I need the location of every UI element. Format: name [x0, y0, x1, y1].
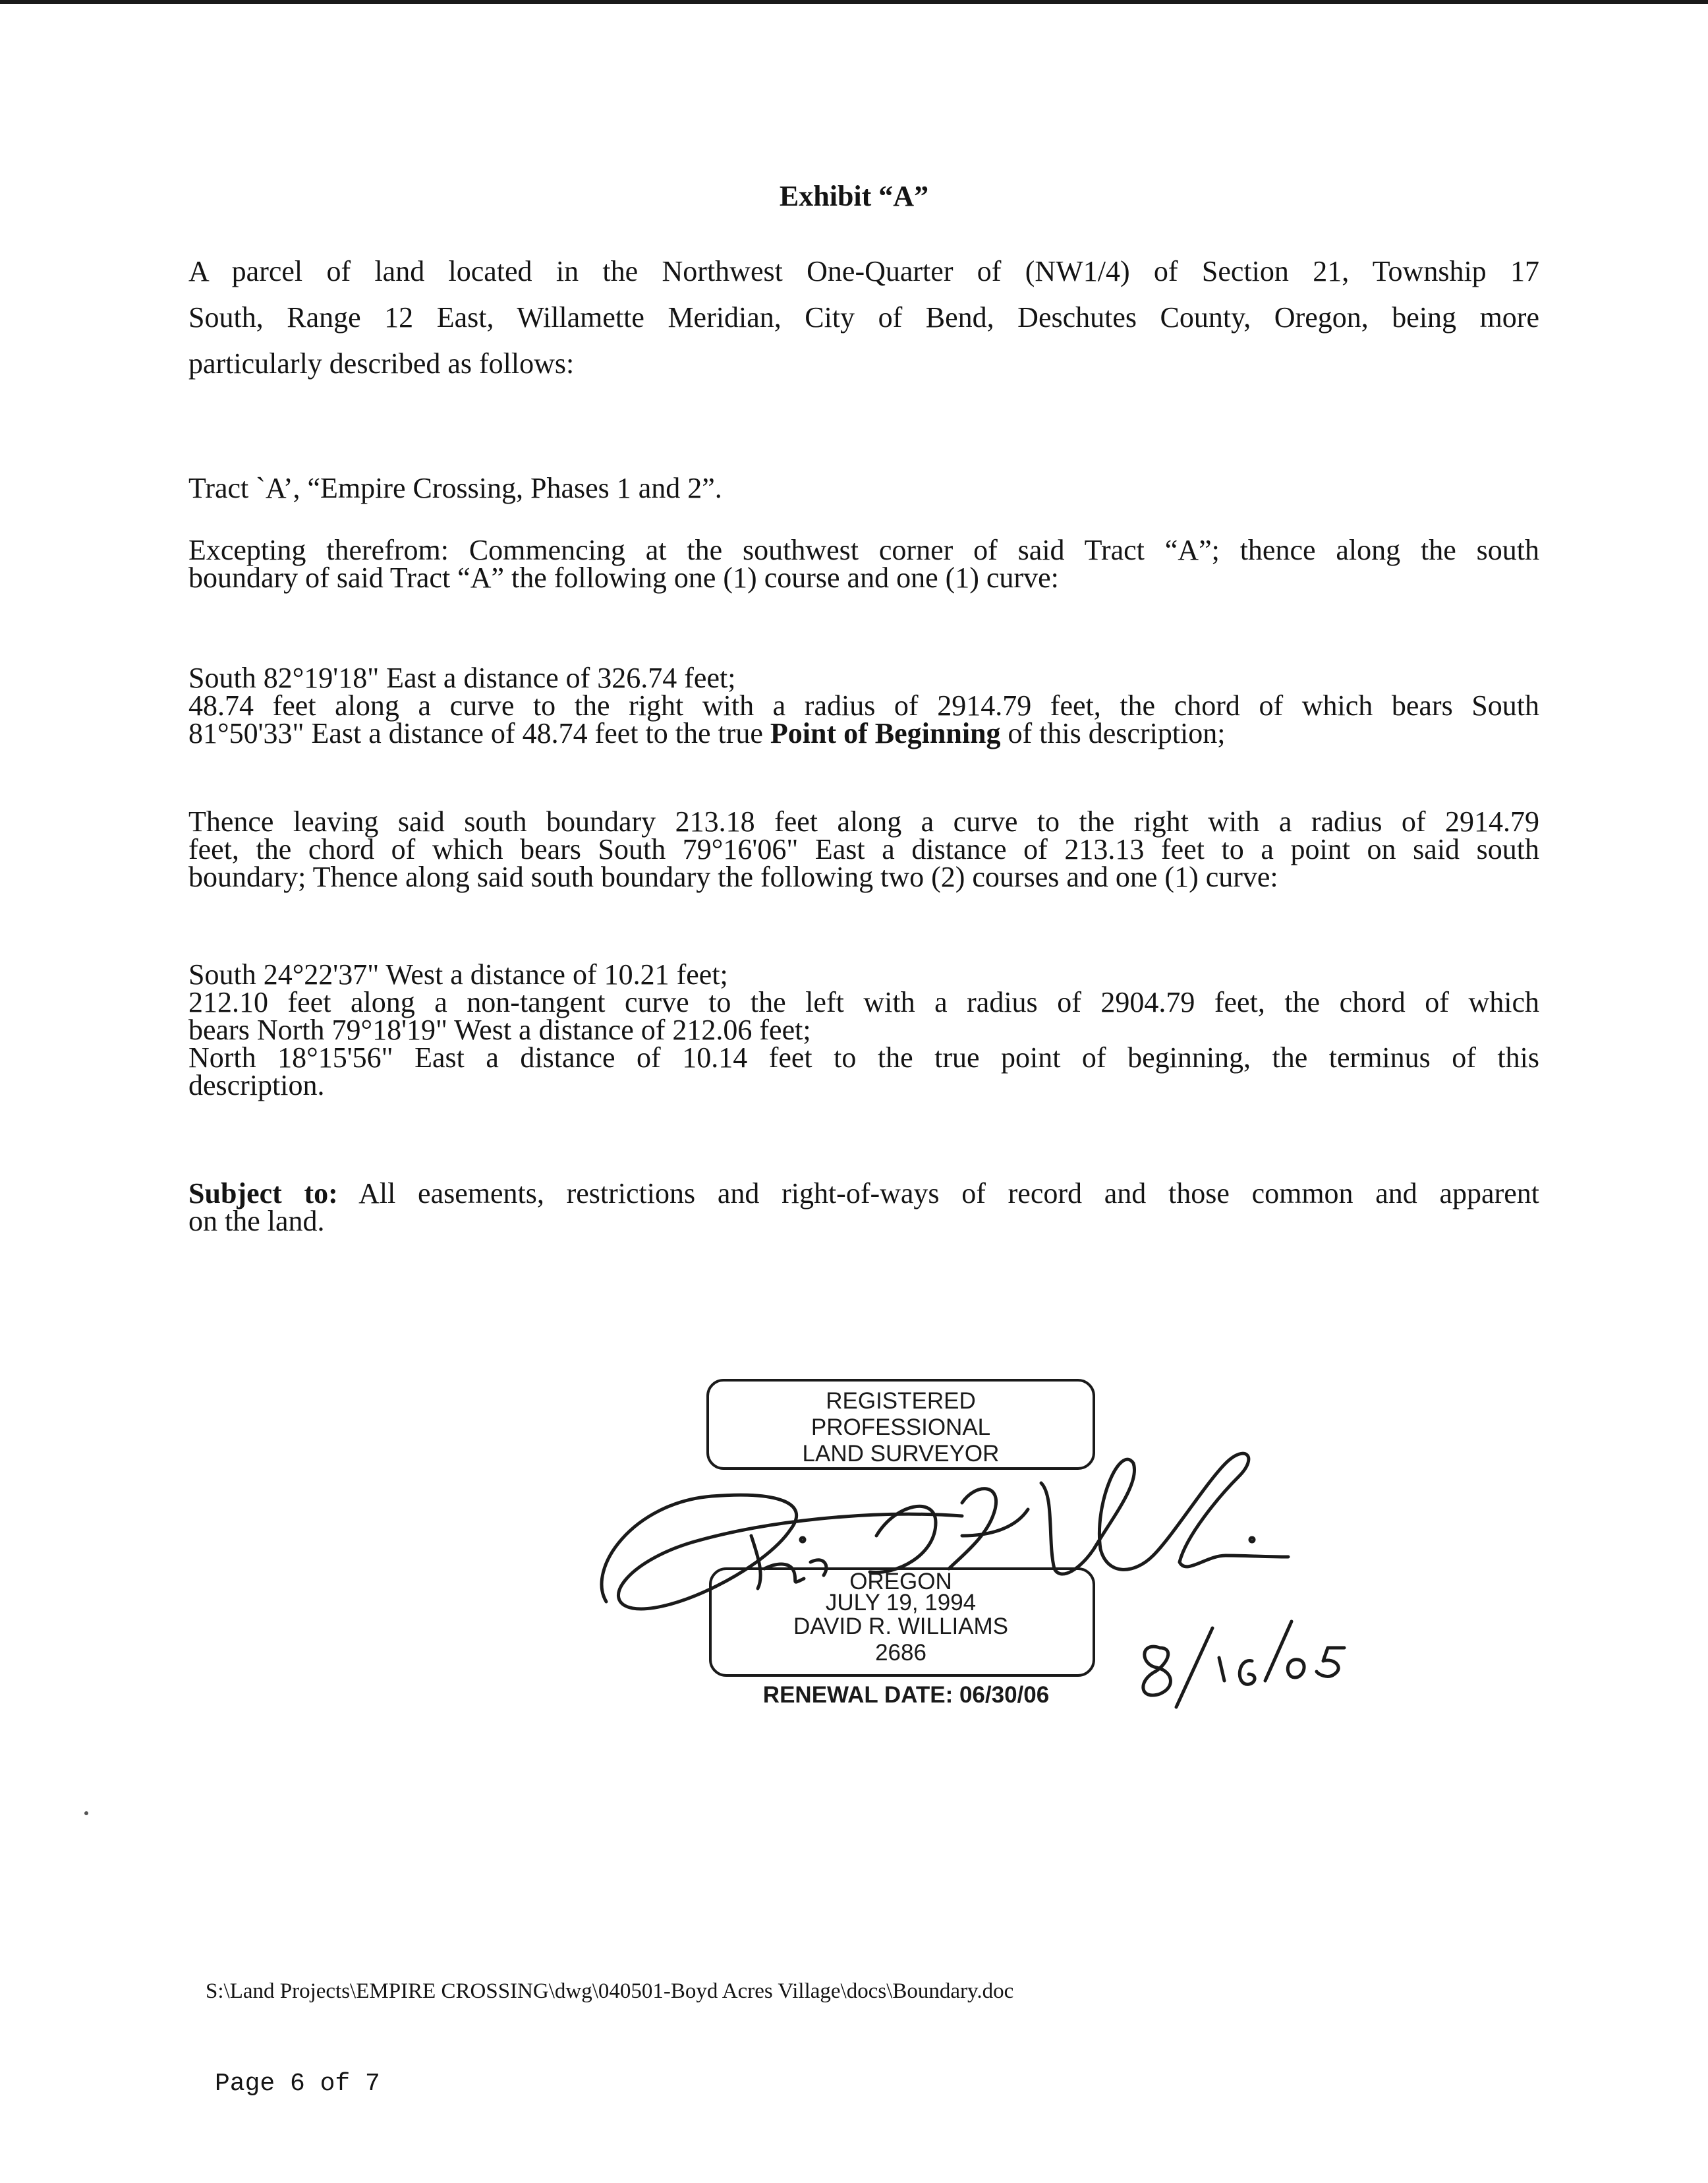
intro-line: A parcel of land located in the Northwest One-Quarter of (NW1/4) of Section 21, Township 17 — [188, 255, 1539, 287]
course-text: 81°50'33" East a distance of 48.74 feet to the true — [188, 717, 763, 749]
signature-image — [593, 1404, 1292, 1628]
course-line: South 24°22'37" West a distance of 10.21 feet; — [188, 958, 728, 991]
course-text: of this description; — [1008, 717, 1226, 749]
course-line — [188, 717, 1539, 749]
stamp-text: PROFESSIONAL — [811, 1414, 991, 1440]
page-number: Page 6 of 7 — [215, 2070, 380, 2098]
subject-label: Subject to: — [188, 1177, 338, 1209]
course-line: 212.10 feet along a non-tangent curve to the left with a radius of 2904.79 feet, the chord of which — [188, 986, 1539, 1018]
stamp-text: LAND SURVEYOR — [802, 1441, 1000, 1467]
tract-paragraph — [188, 472, 1539, 504]
scan-top-edge — [0, 0, 1708, 4]
subject-to-paragraph — [188, 1177, 1539, 1237]
thence-line: boundary; Thence along said south boundary the following two (2) courses and one (1) curve: — [188, 861, 1278, 893]
course-line: bears North 79°18'19" West a distance of 212.06 feet; — [188, 1014, 811, 1046]
stamp-text: DAVID R. WILLIAMS — [793, 1614, 1009, 1639]
subject-line: on the land. — [188, 1205, 325, 1237]
handwritten-date-image — [1120, 1608, 1357, 1720]
scan-speck — [84, 1811, 88, 1815]
file-path-footer: S:\Land Projects\EMPIRE CROSSING\dwg\040501-Boyd Acres Village\docs\Boundary.doc — [206, 1979, 1014, 2003]
course-line: description. — [188, 1069, 325, 1101]
renewal-date: RENEWAL DATE: 06/30/06 — [762, 1682, 1050, 1708]
excepting-line: Excepting therefrom: Commencing at the southwest corner of said Tract “A”; thence along the south — [188, 534, 1539, 566]
course-line: North 18°15'56" East a distance of 10.14 feet to the true point of beginning, the terminus of this — [188, 1041, 1539, 1074]
subject-line — [188, 1177, 1539, 1209]
excepting-paragraph — [188, 534, 1539, 594]
thence-paragraph — [188, 805, 1539, 893]
thence-line: feet, the chord of which bears South 79°16'06" East a distance of 213.13 feet to a point on said south — [188, 833, 1539, 865]
tract-line: Tract `A’, “Empire Crossing, Phases 1 and 2”. — [188, 472, 722, 504]
thence-line: Thence leaving said south boundary 213.18 feet along a curve to the right with a radius of 2914.79 — [188, 805, 1539, 838]
stamp-text: OREGON — [849, 1569, 952, 1594]
stamp-text: JULY 19, 1994 — [825, 1590, 977, 1615]
course-line: 48.74 feet along a curve to the right with a radius of 2914.79 feet, the chord of which bears South — [188, 689, 1539, 722]
excepting-line: boundary of said Tract “A” the following one (1) course and one (1) curve: — [188, 562, 1059, 594]
point-of-beginning: Point of Beginning — [770, 717, 1001, 749]
intro-line: South, Range 12 East, Willamette Meridian, City of Bend, Deschutes County, Oregon, being more — [188, 301, 1539, 334]
courses-block-2 — [188, 958, 1539, 1101]
courses-block-1 — [188, 664, 1539, 747]
stamp-text: 2686 — [875, 1640, 926, 1666]
exhibit-title: Exhibit “A” — [779, 180, 929, 212]
course-line: South 82°19'18" East a distance of 326.74 feet; — [188, 662, 736, 694]
subject-text: All easements, restrictions and right-of-ways of record and those common and apparent — [358, 1177, 1539, 1209]
intro-paragraph — [188, 248, 1539, 387]
stamp-text: REGISTERED — [826, 1388, 976, 1414]
intro-line: particularly described as follows: — [188, 347, 575, 380]
